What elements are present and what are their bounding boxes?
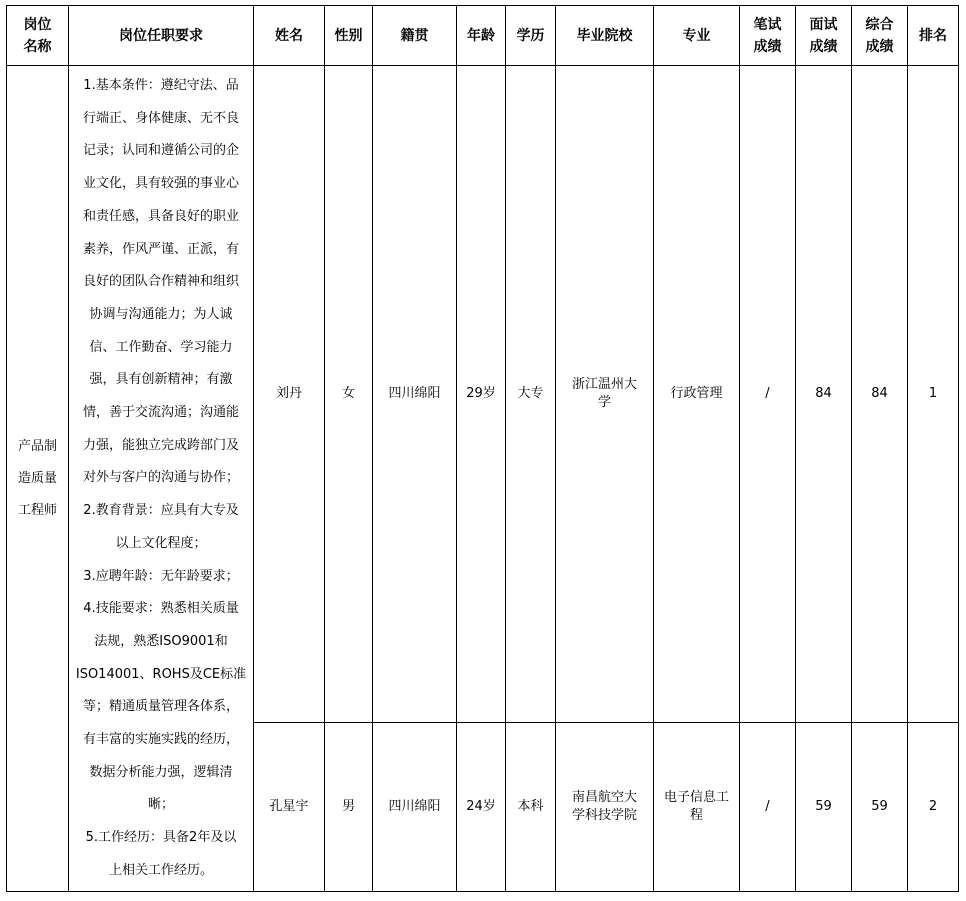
candidate-written-score: / xyxy=(740,723,796,892)
header-position: 岗位名称 xyxy=(7,6,69,66)
requirement-line: 5.工作经历：具备2年及以 xyxy=(85,830,237,846)
requirement-line: 4.技能要求：熟悉相关质量 xyxy=(83,601,239,617)
candidate-age: 29岁 xyxy=(457,66,506,723)
requirement-line: 1.基本条件：遵纪守法、品 xyxy=(83,78,239,93)
requirement-line: 力强，能独立完成跨部门及 xyxy=(82,437,239,453)
table-row xyxy=(7,66,959,723)
candidate-education: 大专 xyxy=(506,66,556,723)
requirement-line: 行端正、身体健康、无不良 xyxy=(82,110,239,126)
header-interview-score: 面试成绩 xyxy=(796,6,852,66)
requirement-line: 和责任感，具备良好的职业 xyxy=(82,208,239,224)
header-row xyxy=(7,6,959,66)
requirements-text xyxy=(71,70,251,888)
candidate-gender: 女 xyxy=(325,66,373,723)
candidate-education: 本科 xyxy=(506,723,556,892)
candidate-interview-score: 84 xyxy=(796,66,852,723)
requirement-line: 对外与客户的沟通与协作； xyxy=(82,470,239,486)
header-school: 毕业院校 xyxy=(556,6,654,66)
requirement-line: 2.教育背景：应具有大专及 xyxy=(83,503,239,519)
candidate-rank: 2 xyxy=(908,723,959,892)
candidate-total-score: 84 xyxy=(852,66,908,723)
header-native-place: 籍贯 xyxy=(373,6,457,66)
header-written-score: 笔试成绩 xyxy=(740,6,796,66)
requirement-line: 以上文化程度； xyxy=(115,535,207,551)
candidate-age: 24岁 xyxy=(457,723,506,892)
requirement-line: 数据分析能力强，逻辑清 xyxy=(89,764,233,780)
header-age: 年龄 xyxy=(457,6,506,66)
requirement-line: 信、工作勤奋、学习能力 xyxy=(89,339,233,355)
requirement-line: 良好的团队合作精神和组织 xyxy=(82,274,239,290)
candidate-native-place: 四川绵阳 xyxy=(373,723,457,892)
candidate-name: 孔星宇 xyxy=(254,723,325,892)
candidate-major: 行政管理 xyxy=(654,66,740,723)
candidate-name: 刘丹 xyxy=(254,66,325,723)
header-education: 学历 xyxy=(506,6,556,66)
requirement-line: 强，具有创新精神；有激 xyxy=(89,372,233,388)
candidate-ranking-table xyxy=(6,5,959,892)
requirement-line: 法规，熟悉ISO9001和 xyxy=(94,633,228,649)
requirement-line: 上相关工作经历。 xyxy=(108,862,213,878)
candidate-written-score: / xyxy=(740,66,796,723)
header-major: 专业 xyxy=(654,6,740,66)
requirement-line: 3.应聘年龄：无年龄要求； xyxy=(83,568,239,584)
requirement-line: 业文化，具有较强的事业心 xyxy=(82,176,239,192)
position-cell: 产品制造质量工程师 xyxy=(7,66,69,892)
candidate-school: 南昌航空大学科技学院 xyxy=(556,723,654,892)
requirement-line: 晰； xyxy=(147,797,174,813)
header-name: 姓名 xyxy=(254,6,325,66)
requirement-line: 等；精通质量管理各体系， xyxy=(82,699,239,715)
candidate-native-place: 四川绵阳 xyxy=(373,66,457,723)
header-requirements: 岗位任职要求 xyxy=(69,6,254,66)
candidate-major: 电子信息工程 xyxy=(654,723,740,892)
requirement-line: ISO14001、ROHS及CE标准 xyxy=(75,666,247,682)
requirement-line: 有丰富的实施实践的经历， xyxy=(82,732,239,748)
requirement-line: 记录；认同和遵循公司的企 xyxy=(82,143,239,159)
header-gender: 性别 xyxy=(325,6,373,66)
header-rank: 排名 xyxy=(908,6,959,66)
candidate-rank: 1 xyxy=(908,66,959,723)
candidate-total-score: 59 xyxy=(852,723,908,892)
requirement-line: 协调与沟通能力；为人诚 xyxy=(89,306,233,322)
header-total-score: 综合成绩 xyxy=(852,6,908,66)
candidate-gender: 男 xyxy=(325,723,373,892)
candidate-interview-score: 59 xyxy=(796,723,852,892)
requirements-cell xyxy=(69,66,254,892)
candidate-school: 浙江温州大学 xyxy=(556,66,654,723)
requirement-line: 素养，作风严谨、正派，有 xyxy=(82,241,239,257)
requirement-line: 情，善于交流沟通；沟通能 xyxy=(82,405,239,421)
